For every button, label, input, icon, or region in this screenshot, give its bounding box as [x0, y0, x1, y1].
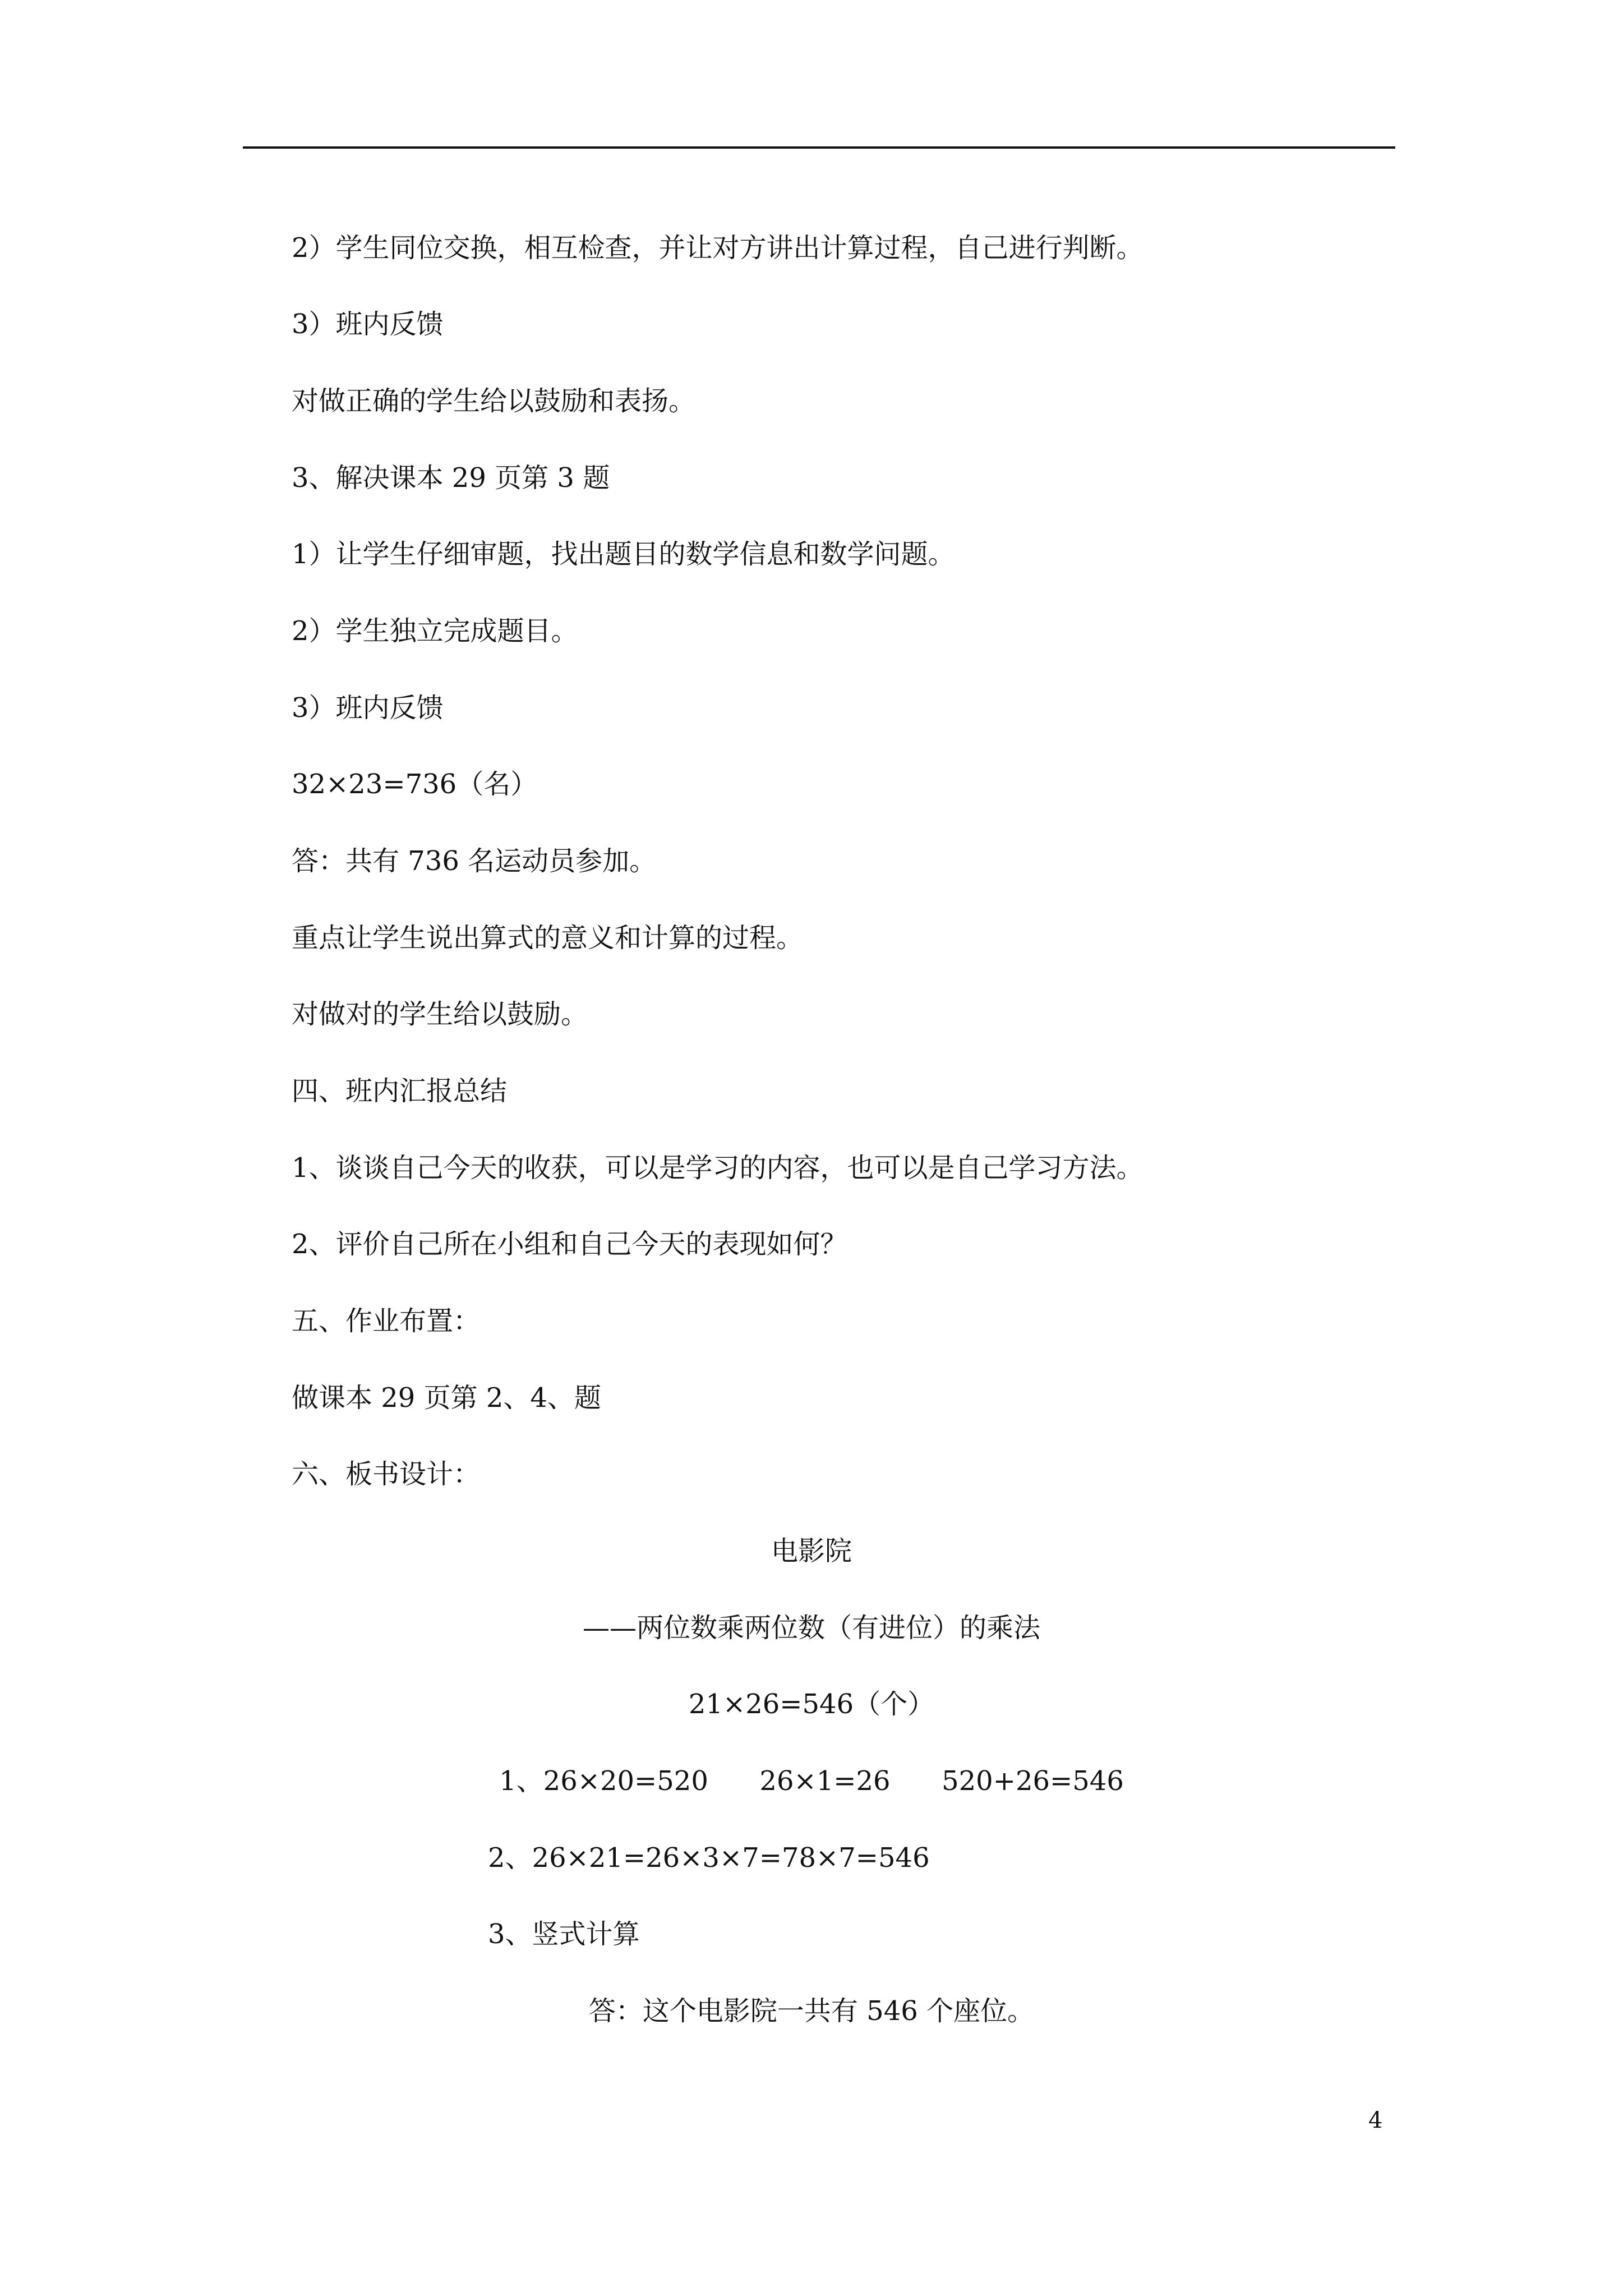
section-heading-5: 五、作业布置： — [292, 1305, 481, 1337]
paragraph-7: 3）班内反馈 — [292, 692, 444, 724]
section-heading-4: 四、班内汇报总结 — [292, 1075, 508, 1107]
paragraph-9: 答：共有 736 名运动员参加。 — [292, 845, 657, 877]
paragraph-14: 2、评价自己所在小组和自己今天的表现如何？ — [292, 1228, 847, 1260]
paragraph-16: 做课本 29 页第 2、4、题 — [292, 1382, 601, 1414]
paragraph-10: 重点让学生说出算式的意义和计算的过程。 — [292, 922, 804, 954]
board-subtitle: ——两位数乘两位数（有进位）的乘法 — [582, 1612, 1040, 1644]
board-method-2: 2、26×21=26×3×7=78×7=546 — [488, 1842, 930, 1874]
paragraph-6: 2）学生独立完成题目。 — [292, 615, 578, 647]
paragraph-11: 对做对的学生给以鼓励。 — [292, 999, 588, 1030]
board-method-1: 1、26×20=520 26×1=26 520+26=546 — [499, 1765, 1124, 1797]
page-number: 4 — [1368, 2108, 1383, 2133]
board-title: 电影院 — [771, 1535, 852, 1567]
paragraph-13: 1、谈谈自己今天的收获，可以是学习的内容，也可以是自己学习方法。 — [292, 1152, 1144, 1184]
paragraph-4: 3、解决课本 29 页第 3 题 — [292, 462, 610, 494]
board-answer: 答：这个电影院一共有 546 个座位。 — [588, 1995, 1035, 2027]
board-equation: 21×26=546（个） — [688, 1688, 935, 1720]
paragraph-5: 1）让学生仔细审题，找出题目的数学信息和数学问题。 — [292, 539, 955, 570]
paragraph-1: 2）学生同位交换，相互检查，并让对方讲出计算过程，自己进行判断。 — [292, 232, 1144, 264]
section-heading-6: 六、板书设计： — [292, 1458, 481, 1490]
paragraph-3: 对做正确的学生给以鼓励和表扬。 — [292, 385, 696, 417]
board-method-3: 3、竖式计算 — [488, 1918, 640, 1950]
paragraph-8: 32×23=736（名） — [292, 769, 538, 800]
header-rule — [243, 146, 1395, 149]
paragraph-2: 3）班内反馈 — [292, 309, 444, 340]
